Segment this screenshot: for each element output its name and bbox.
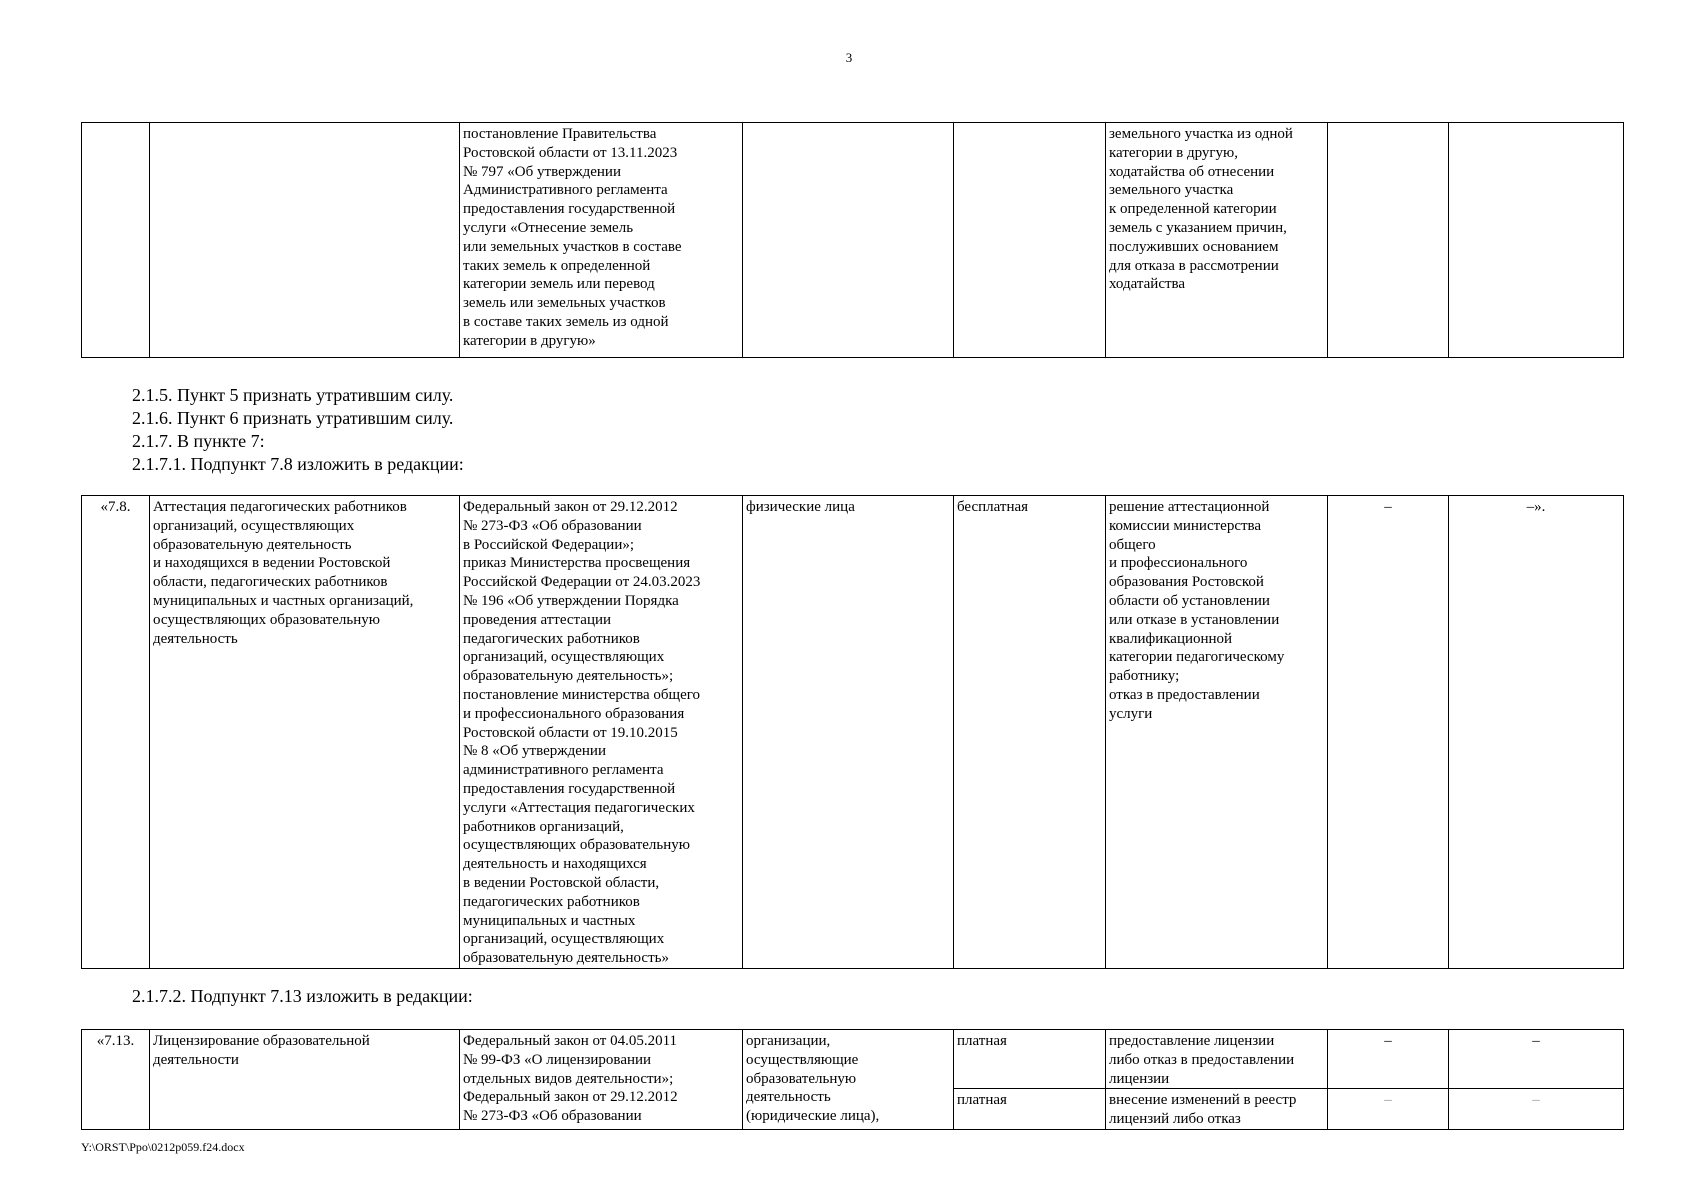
text-line: земельного участка из одной [1109,126,1293,142]
text-line: услуги «Аттестация педагогических [463,799,695,816]
text-line: области об установлении [1109,592,1270,609]
text-line: таких земель к определенной [463,257,651,274]
paragraph-2-1-7: 2.1.7. В пункте 7: [132,431,265,451]
table-cell [150,123,460,358]
text-line: земель с указанием причин, [1109,219,1287,236]
text-line: Ростовской области от 13.11.2023 [463,144,678,161]
payment-type: бесплатная [954,496,1106,969]
legal-basis [460,1030,743,1130]
service-result [1106,496,1328,969]
table-row [82,496,1624,969]
text-line: предоставление лицензии [1109,1033,1275,1049]
text-line: послуживших основанием [1109,238,1279,255]
text-line: внесение изменений в реестр [1109,1092,1297,1109]
text-line: № 8 «Об утверждении [463,743,606,760]
table-cell-dash: – [1328,1089,1449,1130]
text-line: организаций, осуществляющих [463,649,665,666]
applicants [743,1030,954,1130]
text-line: постановление министерства общего [463,686,701,703]
table-cell-dash: – [1449,1089,1624,1130]
text-line: и находящихся в ведении Ростовской [153,555,391,572]
text-line: образования Ростовской [1109,574,1264,591]
text-line: образовательную деятельность» [463,950,669,967]
file-path-footer: Y:\ORST\Ppo\0212p059.f24.docx [81,1140,245,1154]
paragraph-2-1-6: 2.1.6. Пункт 6 признать утратившим силу. [132,408,454,428]
text-line: отдельных видов деятельности»; [463,1070,674,1087]
table-cell-dash: – [1449,1030,1624,1089]
text-line: Ростовской области от 19.10.2015 [463,724,678,741]
text-line: приказ Министерства просвещения [463,555,691,572]
text-line: педагогических работников [463,893,640,910]
text-line: организаций, осуществляющих [153,517,355,534]
text-line: отказ в предоставлении [1109,686,1260,703]
text-line: № 99-ФЗ «О лицензировании [463,1051,652,1068]
text-line: Федеральный закон от 29.12.2012 [463,1089,678,1106]
text-line: (юридические лица), [746,1108,880,1125]
service-result [1106,1030,1328,1089]
payment-type: платная [954,1089,1106,1130]
text-line: Федеральный закон от 04.05.2011 [463,1033,678,1049]
text-line: осуществляющие [746,1051,859,1068]
text-line: организаций, осуществляющих [463,931,665,948]
text-line: Российской Федерации от 24.03.2023 [463,574,701,591]
service-name [150,496,460,969]
text-line: земельного участка [1109,182,1234,199]
applicants: физические лица [743,496,954,969]
text-line: административного регламента [463,762,664,779]
text-line: № 196 «Об утверждении Порядка [463,592,679,609]
table-cell [954,123,1106,358]
text-line: лицензии [1109,1070,1170,1087]
text-line: услуги [1109,705,1153,722]
text-line: категории в другую, [1109,144,1239,161]
text-line: ходатайства об отнесении [1109,163,1275,180]
text-line: общего [1109,536,1156,553]
item-number: «7.13. [82,1030,150,1130]
table-row [82,1030,1624,1089]
text-line: лицензий либо отказ [1109,1111,1241,1128]
page-number: 3 [845,50,853,65]
text-line: или отказе в установлении [1109,611,1280,628]
text-line: образовательную деятельность»; [463,668,674,685]
text-line: к определенной категории [1109,201,1277,218]
text-line: в составе таких земель из одной [463,313,669,330]
text-line: осуществляющих образовательную [153,611,380,628]
text-line: деятельности [153,1051,239,1068]
text-line: комиссии министерства [1109,517,1262,534]
table-cell-basis [460,123,743,358]
text-line: категории земель или перевод [463,276,655,293]
text-line: образовательную [746,1070,857,1087]
text-line: Административного регламента [463,182,668,199]
text-line: Федеральный закон от 29.12.2012 [463,499,678,515]
text-line: для отказа в рассмотрении [1109,257,1279,274]
paragraph-2-1-5: 2.1.5. Пункт 5 признать утратившим силу. [132,385,454,405]
text-line: работников организаций, [463,818,624,835]
text-line: либо отказ в предоставлении [1109,1051,1295,1068]
text-line: деятельность [746,1089,831,1106]
text-line: или земельных участков в составе [463,238,682,255]
text-line: ходатайства [1109,276,1186,293]
table-cell-dash: – [1328,496,1449,969]
text-line: категории педагогическому [1109,649,1285,666]
text-line: квалификационной [1109,630,1233,647]
text-line: работнику; [1109,668,1180,685]
paragraph-2-1-7-1: 2.1.7.1. Подпункт 7.8 изложить в редакции: [132,454,464,474]
table-item-7-8 [81,495,1624,969]
text-line: в Российской Федерации»; [463,536,635,553]
text-line: осуществляющих образовательную [463,837,690,854]
table-cell [1328,123,1449,358]
text-line: и профессионального [1109,555,1248,572]
text-line: деятельность и находящихся [463,856,647,873]
text-line: земель или земельных участков [463,295,666,312]
text-line: предоставления государственной [463,780,676,797]
table-cell [743,123,954,358]
text-line: услуги «Отнесение земель [463,219,634,236]
table-item-7-13 [81,1029,1624,1130]
text-line: постановление Правительства [463,126,657,142]
text-line: в ведении Ростовской области, [463,874,660,891]
table-cell-result [1106,123,1328,358]
payment-type: платная [954,1030,1106,1089]
text-line: категории в другую» [463,332,596,349]
service-name [150,1030,460,1130]
text-line: и профессионального образования [463,705,685,722]
service-result [1106,1089,1328,1130]
text-line: муниципальных и частных [463,912,636,929]
text-line: Лицензирование образовательной [153,1033,370,1049]
text-line: деятельность [153,630,238,647]
legal-basis [460,496,743,969]
text-line: предоставления государственной [463,201,676,218]
text-line: области, педагогических работников [153,574,388,591]
table-cell [82,123,150,358]
table-row [82,123,1624,358]
table-continuation [81,122,1624,358]
text-line: муниципальных и частных организаций, [153,592,414,609]
text-line: Аттестация педагогических работников [153,499,407,515]
text-line: организации, [746,1033,831,1049]
item-number: «7.8. [82,496,150,969]
text-line: № 273-ФЗ «Об образовании [463,1108,642,1125]
paragraph-2-1-7-2: 2.1.7.2. Подпункт 7.13 изложить в редакции: [132,986,473,1006]
text-line: педагогических работников [463,630,640,647]
text-line: № 797 «Об утверждении [463,163,621,180]
text-line: № 273-ФЗ «Об образовании [463,517,642,534]
text-line: проведения аттестации [463,611,612,628]
table-cell-dash: –». [1449,496,1624,969]
table-cell-dash: – [1328,1030,1449,1089]
text-line: образовательную деятельность [153,536,352,553]
table-cell [1449,123,1624,358]
text-line: решение аттестационной [1109,499,1270,515]
